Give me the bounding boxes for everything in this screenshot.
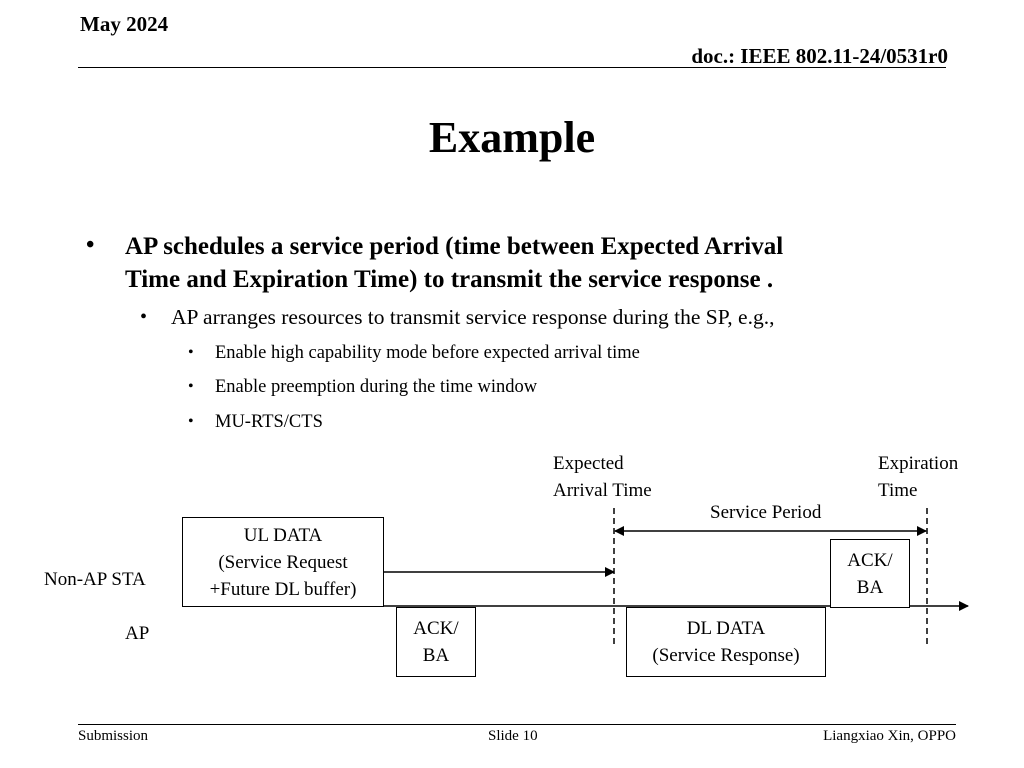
expiration-label [878,450,958,504]
bullet-level1-line1: AP schedules a service period (time between Expected Arrival [125,233,784,260]
ul-data-line2: (Service Request [218,551,348,573]
bullet-level3-item: Enable high capability mode before expected arrival time [215,343,640,363]
bullet-marker-level1: • [86,232,95,258]
bullet-level3-item: Enable preemption during the time window [215,377,538,397]
ul-data-line3: +Future DL buffer) [209,578,357,600]
ack-ba-ap-box [396,607,476,677]
ap-label: AP [125,623,150,644]
bullet-marker-level3: • [188,413,194,430]
bullet-marker-level3: • [188,344,194,361]
dl-data-line1: DL DATA [686,618,766,639]
header-date: May 2024 [80,12,169,36]
slide-title: Example [428,113,596,162]
bullet-marker-level2: • [140,306,148,328]
non-ap-sta-label: Non-AP STA [44,569,146,590]
expiration-line2: Time [878,480,918,501]
expected-arrival-label [553,450,652,504]
ul-data-line1: UL DATA [243,524,323,546]
bullet-level2: AP arranges resources to transmit service response during the SP, e.g., [171,305,775,329]
bullet-marker-level3: • [188,378,194,395]
expected-arrival-line1: Expected [553,453,624,474]
dl-data-box [626,607,826,677]
expected-arrival-line2: Arrival Time [553,480,652,501]
footer-author: Liangxiao Xin, OPPO [823,728,956,744]
ack-ba-sta-box [830,539,910,608]
ul-data-box [182,517,384,607]
footer-slide-number: Slide 10 [488,728,538,744]
bullet-level1-line2: Time and Expiration Time) to transmit the service response . [125,266,774,293]
ack-ba-sta-line1: ACK/ [847,549,893,571]
header-doc-id: doc.: IEEE 802.11-24/0531r0 [691,44,948,68]
service-period-label: Service Period [710,502,822,523]
footer-submission: Submission [78,728,149,744]
ack-ba-sta-line2: BA [856,576,884,598]
ack-ba-ap-line2: BA [422,645,450,666]
dl-data-line2: (Service Response) [652,645,800,666]
footer-divider [78,724,956,725]
ack-ba-ap-line1: ACK/ [413,618,459,639]
expiration-line1: Expiration [878,453,959,474]
bullet-level3-item: MU-RTS/CTS [215,412,323,432]
